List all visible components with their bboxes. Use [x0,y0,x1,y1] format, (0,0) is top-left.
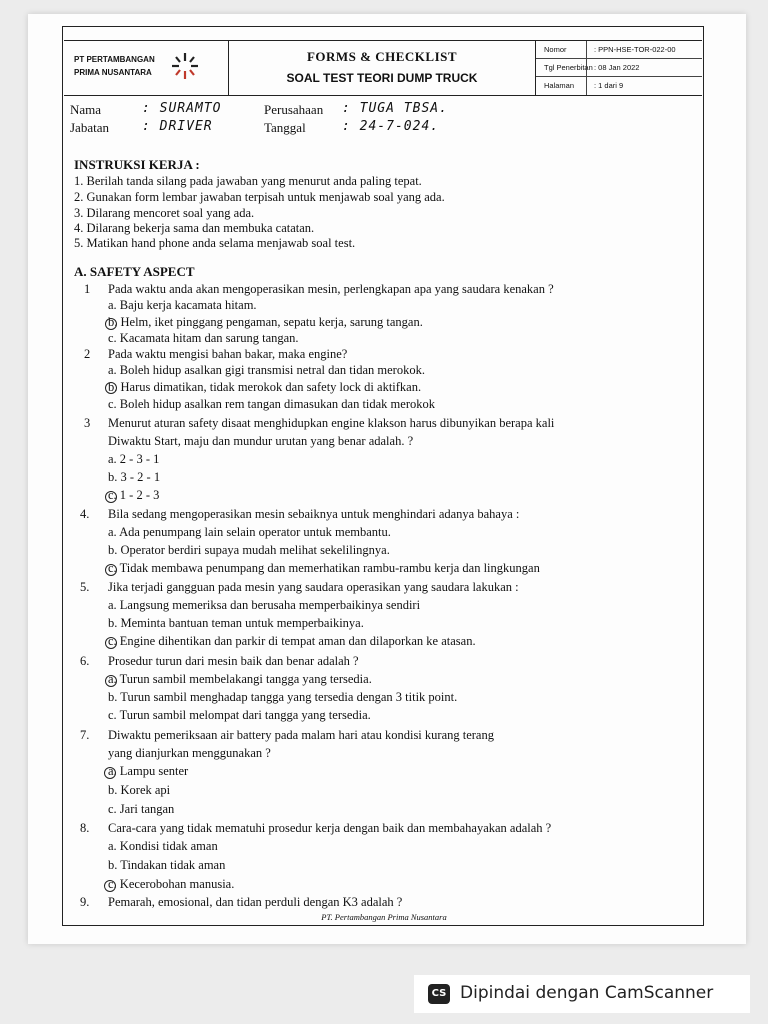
form-title: FORMS & CHECKLIST [306,49,458,64]
answer-option: b. Meminta bantuan teman untuk memperbaikinya. [108,616,364,630]
answer-option: b. Harus dimatikan, tidak merokok dan safety lock di aktifkan. [108,380,422,394]
answer-option: c. Jari tangan [108,802,175,816]
question-text: Pada waktu anda akan mengoperasikan mesin, perlengkapan apa yang saudara kenakan ? [108,282,554,296]
form-header [64,40,702,96]
answer-option: c. Kacamata hitam dan sarung tangan. [108,331,299,345]
answer-circle-mark [105,675,117,687]
question-text: yang dianjurkan menggunakan ? [108,746,271,760]
form-subtitle: SOAL TEST TEORI DUMP TRUCK [286,71,478,85]
question-text: Diwaktu Start, maju dan mundur urutan yang benar adalah. ? [108,434,414,448]
date-value: : 24-7-024. [342,119,440,134]
instruction-item: 1. Berilah tanda silang pada jawaban yang menurut anda paling tepat. [74,174,422,188]
page-footer: PT. Pertambangan Prima Nusantara [321,912,447,922]
answer-option: b. Operator berdiri supaya mudah melihat sekelilingnya. [108,543,390,557]
answer-option: c. Engine dihentikan dan parkir di tempat aman dan dilaporkan ke atasan. [108,634,476,648]
question-number: 1 [84,282,91,296]
question-number: 5. [80,580,90,594]
answer-option: c. Turun sambil melompat dari tangga yang tersedia. [108,708,371,722]
camscanner-watermark [414,975,750,1013]
instruction-item: 5. Matikan hand phone anda selama menjawab soal test. [74,236,356,250]
question-number: 7. [80,728,90,742]
answer-option: b. Tindakan tidak aman [108,858,226,872]
company-name-line1: PT PERTAMBANGAN [74,55,155,64]
instructions-title: INSTRUKSI KERJA : [74,157,200,172]
question-number: 2 [84,347,91,361]
instruction-item: 4. Dilarang bekerja sama dan membuka catatan. [74,221,315,235]
answer-option: c. Tidak membawa penumpang dan memerhatikan rambu-rambu kerja dan lingkungan [108,561,540,575]
answer-circle-mark [105,564,117,576]
name-value: : SURAMTO [142,101,222,116]
question-number: 9. [80,895,90,909]
answer-option: b. Helm, iket pinggang pengaman, sepatu kerja, sarung tangan. [108,315,423,329]
answer-circle-mark [105,491,117,503]
question-number: 4. [80,507,90,521]
answer-option: a. Lampu senter [108,764,189,778]
answer-option: b. 3 - 2 - 1 [108,470,161,484]
meta-row-issue-date: Tgl Penerbitan : 08 Jan 2022 [536,59,702,77]
name-label: Nama [70,102,102,117]
document-meta [535,41,702,95]
answer-option: a. Boleh hidup asalkan gigi transmisi netral dan tidan merokok. [108,363,425,377]
answer-option: a. Kondisi tidak aman [108,839,218,853]
meta-row-page: Halaman : 1 dari 9 [536,77,702,95]
position-value: : DRIVER [142,119,213,134]
answer-circle-mark [105,382,117,394]
answer-option: a. 2 - 3 - 1 [108,452,160,466]
answer-option: b. Korek api [108,783,171,797]
question-text: Menurut aturan safety disaat menghidupkan engine klakson harus dibunyikan berapa kali [108,416,555,430]
company-emblem-icon [168,49,202,83]
question-text: Jika terjadi gangguan pada mesin yang saudara operasikan yang saudara lakukan : [108,580,519,594]
answer-option: b. Turun sambil menghadap tangga yang tersedia dengan 3 titik point. [108,690,458,704]
question-text: Cara-cara yang tidak mematuhi prosedur kerja dengan baik dan membahayakan adalah ? [108,821,552,835]
question-number: 6. [80,654,90,668]
meta-row-number: Nomor : PPN-HSE-TOR-022-00 [536,41,702,59]
camscanner-label: Dipindai dengan CamScanner [460,983,714,1003]
question-number: 8. [80,821,90,835]
answer-option: c. Kecerobohan manusia. [108,877,235,891]
answer-option: c. 1 - 2 - 3 [108,488,160,502]
camscanner-logo-icon: CS [428,984,450,1004]
answer-option: a. Langsung memeriksa dan berusaha memperbaikinya sendiri [108,598,421,612]
answer-circle-mark [105,637,117,649]
question-text: Pada waktu mengisi bahan bakar, maka engine? [108,347,348,361]
answer-circle-mark [104,767,116,779]
section-title: A. SAFETY ASPECT [74,264,195,279]
company-value: : TUGA TBSA. [342,101,448,116]
company-label: Perusahaan [264,102,324,117]
answer-circle-mark [104,880,116,892]
company-logo [64,41,229,95]
answer-option: a. Baju kerja kacamata hitam. [108,298,257,312]
answer-option: a. Turun sambil membelakangi tangga yang tersedia. [108,672,372,686]
instruction-item: 2. Gunakan form lembar jawaban terpisah untuk menjawab soal yang ada. [74,190,445,204]
date-label: Tanggal [264,120,306,135]
question-number: 3 [84,416,91,430]
question-text: Bila sedang mengoperasikan mesin sebaiknya untuk menghindari adanya bahaya : [108,507,520,521]
answer-option: a. Ada penumpang lain selain operator untuk membantu. [108,525,391,539]
question-text: Diwaktu pemeriksaan air battery pada malam hari atau kondisi kurang terang [108,728,494,742]
question-text: Prosedur turun dari mesin baik dan benar adalah ? [108,654,359,668]
position-label: Jabatan [70,120,109,135]
answer-circle-mark [105,318,117,330]
form-title-block [229,41,535,95]
company-name-line2: PRIMA NUSANTARA [74,68,152,77]
question-text: Pemarah, emosional, dan tidan perduli dengan K3 adalah ? [108,895,403,909]
answer-option: c. Boleh hidup asalkan rem tangan dimasukan dan tidak merokok [108,397,435,411]
instruction-item: 3. Dilarang mencoret soal yang ada. [74,206,255,220]
